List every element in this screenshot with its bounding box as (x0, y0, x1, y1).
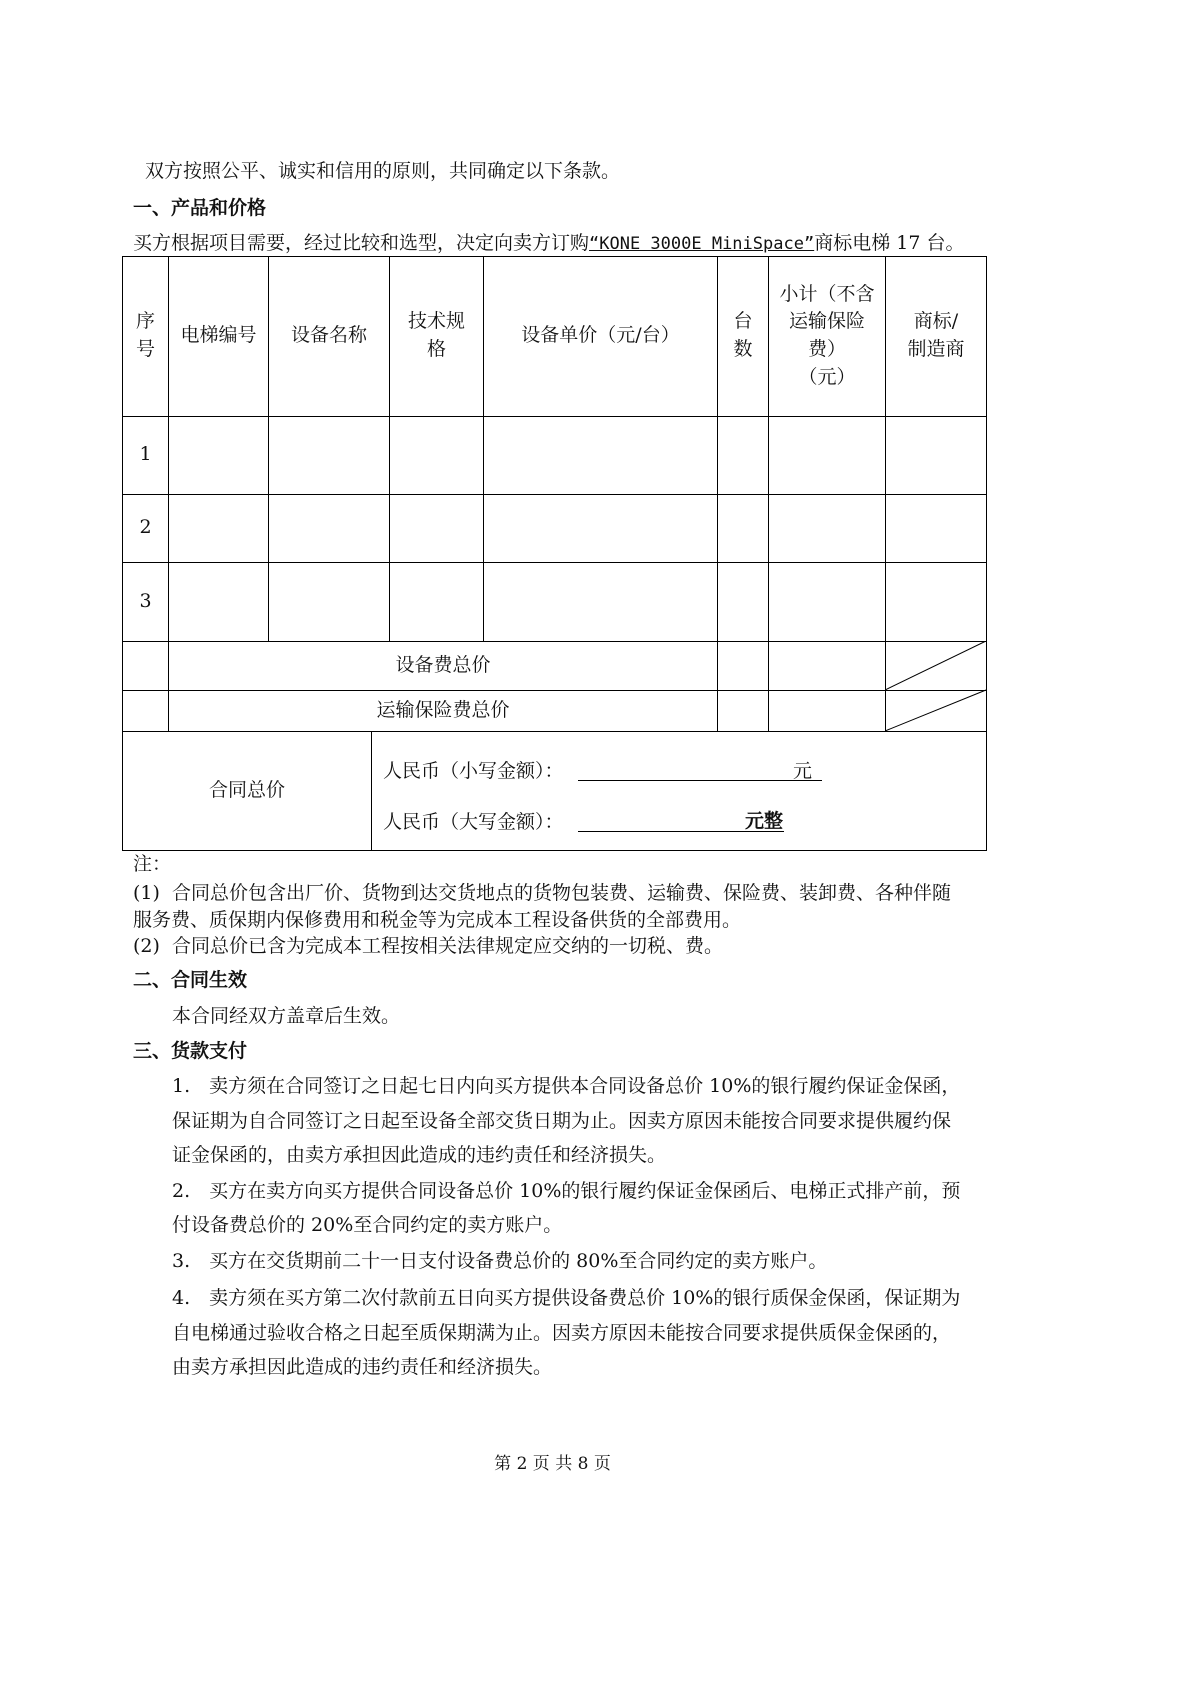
row-3-seq: 3 (139, 589, 152, 612)
header-count: 台 数 (733, 310, 753, 360)
note-2-text: 合同总价已含为完成本工程按相关法律规定应交纳的一切税、费。 (172, 935, 724, 957)
note-1-line-1: 合同总价包含出厂价、货物到达交货地点的货物包装费、运输费、保险费、装卸费、各种伴随 (172, 882, 952, 904)
notes-label: 注： (133, 853, 172, 875)
section-2-text: 本合同经双方盖章后生效。 (172, 1005, 401, 1027)
intro-paragraph: 双方按照公平、诚实和信用的原则，共同确定以下条款。 (145, 160, 621, 182)
header-equipment-name: 设备名称 (290, 324, 367, 347)
note-1-mark: (1) (133, 882, 160, 904)
rmb-large-unit: 元整 (745, 810, 784, 832)
section-3-title: 三、货款支付 (133, 1040, 248, 1062)
rmb-small-unit: 元 (793, 760, 813, 782)
section-1-description (133, 232, 964, 255)
section-2-title: 二、合同生效 (133, 969, 248, 991)
product-name: “KONE 3000E MiniSpace” (589, 234, 815, 254)
rmb-small-blank (578, 780, 822, 781)
section-1-title: 一、产品和价格 (133, 197, 267, 219)
transport-total-label: 运输保险费总价 (376, 698, 510, 721)
payment-2-line-2: 付设备费总价的 20%至合同约定的卖方账户。 (172, 1214, 563, 1236)
description-tail: 商标电梯 17 台。 (814, 232, 965, 254)
equipment-total-label: 设备费总价 (395, 653, 491, 676)
row-1-seq: 1 (139, 443, 152, 466)
header-seq: 序 号 (135, 310, 155, 360)
note-2-mark: (2) (133, 935, 160, 957)
description-text: 买方根据项目需要，经过比较和选型，决定向卖方订购 (133, 232, 590, 254)
rmb-large-label: 人民币（大写金额）： (383, 811, 564, 833)
payment-4-line-3: 由卖方承担因此造成的违约责任和经济损失。 (172, 1356, 553, 1378)
payment-3-line-1: 3. 买方在交货期前二十一日支付设备费总价的 80%至合同约定的卖方账户。 (172, 1250, 828, 1272)
rmb-small-label: 人民币（小写金额）： (383, 760, 564, 782)
payment-4-line-2: 自电梯通过验收合格之日起至质保期满为止。因卖方原因未能按合同要求提供质保金保函的， (172, 1322, 952, 1344)
header-spec: 技术规 格 (407, 310, 465, 360)
header-subtotal: 小计（不含 运输保险 费） （元） (779, 282, 875, 388)
diagonal-slash-lines (885, 641, 987, 731)
header-elevator-no: 电梯编号 (180, 324, 257, 347)
payment-1-line-3: 证金保函的，由卖方承担因此造成的违约责任和经济损失。 (172, 1144, 667, 1166)
page-number: 第 2 页 共 8 页 (494, 1454, 611, 1474)
payment-4-line-1: 4. 卖方须在买方第二次付款前五日向买方提供设备费总价 10%的银行质保金保函，保证期为 (172, 1287, 961, 1309)
payment-1-line-2: 保证期为自合同签订之日起至设备全部交货日期为止。因卖方原因未能按合同要求提供履约保 (172, 1110, 952, 1132)
contract-total-label: 合同总价 (208, 778, 285, 801)
payment-1-line-1: 1. 卖方须在合同签订之日起七日内向买方提供本合同设备总价 10%的银行履约保证金保函， (172, 1075, 961, 1097)
row-2-seq: 2 (139, 516, 152, 539)
header-unit-price: 设备单价（元/台） (521, 324, 680, 347)
note-1-line-2: 服务费、质保期内保修费用和税金等为完成本工程设备供货的全部费用。 (133, 909, 742, 931)
payment-2-line-1: 2. 买方在卖方向买方提供合同设备总价 10%的银行履约保证金保函后、电梯正式排产前，预 (172, 1180, 961, 1202)
header-brand: 商标/ 制造商 (907, 310, 965, 360)
